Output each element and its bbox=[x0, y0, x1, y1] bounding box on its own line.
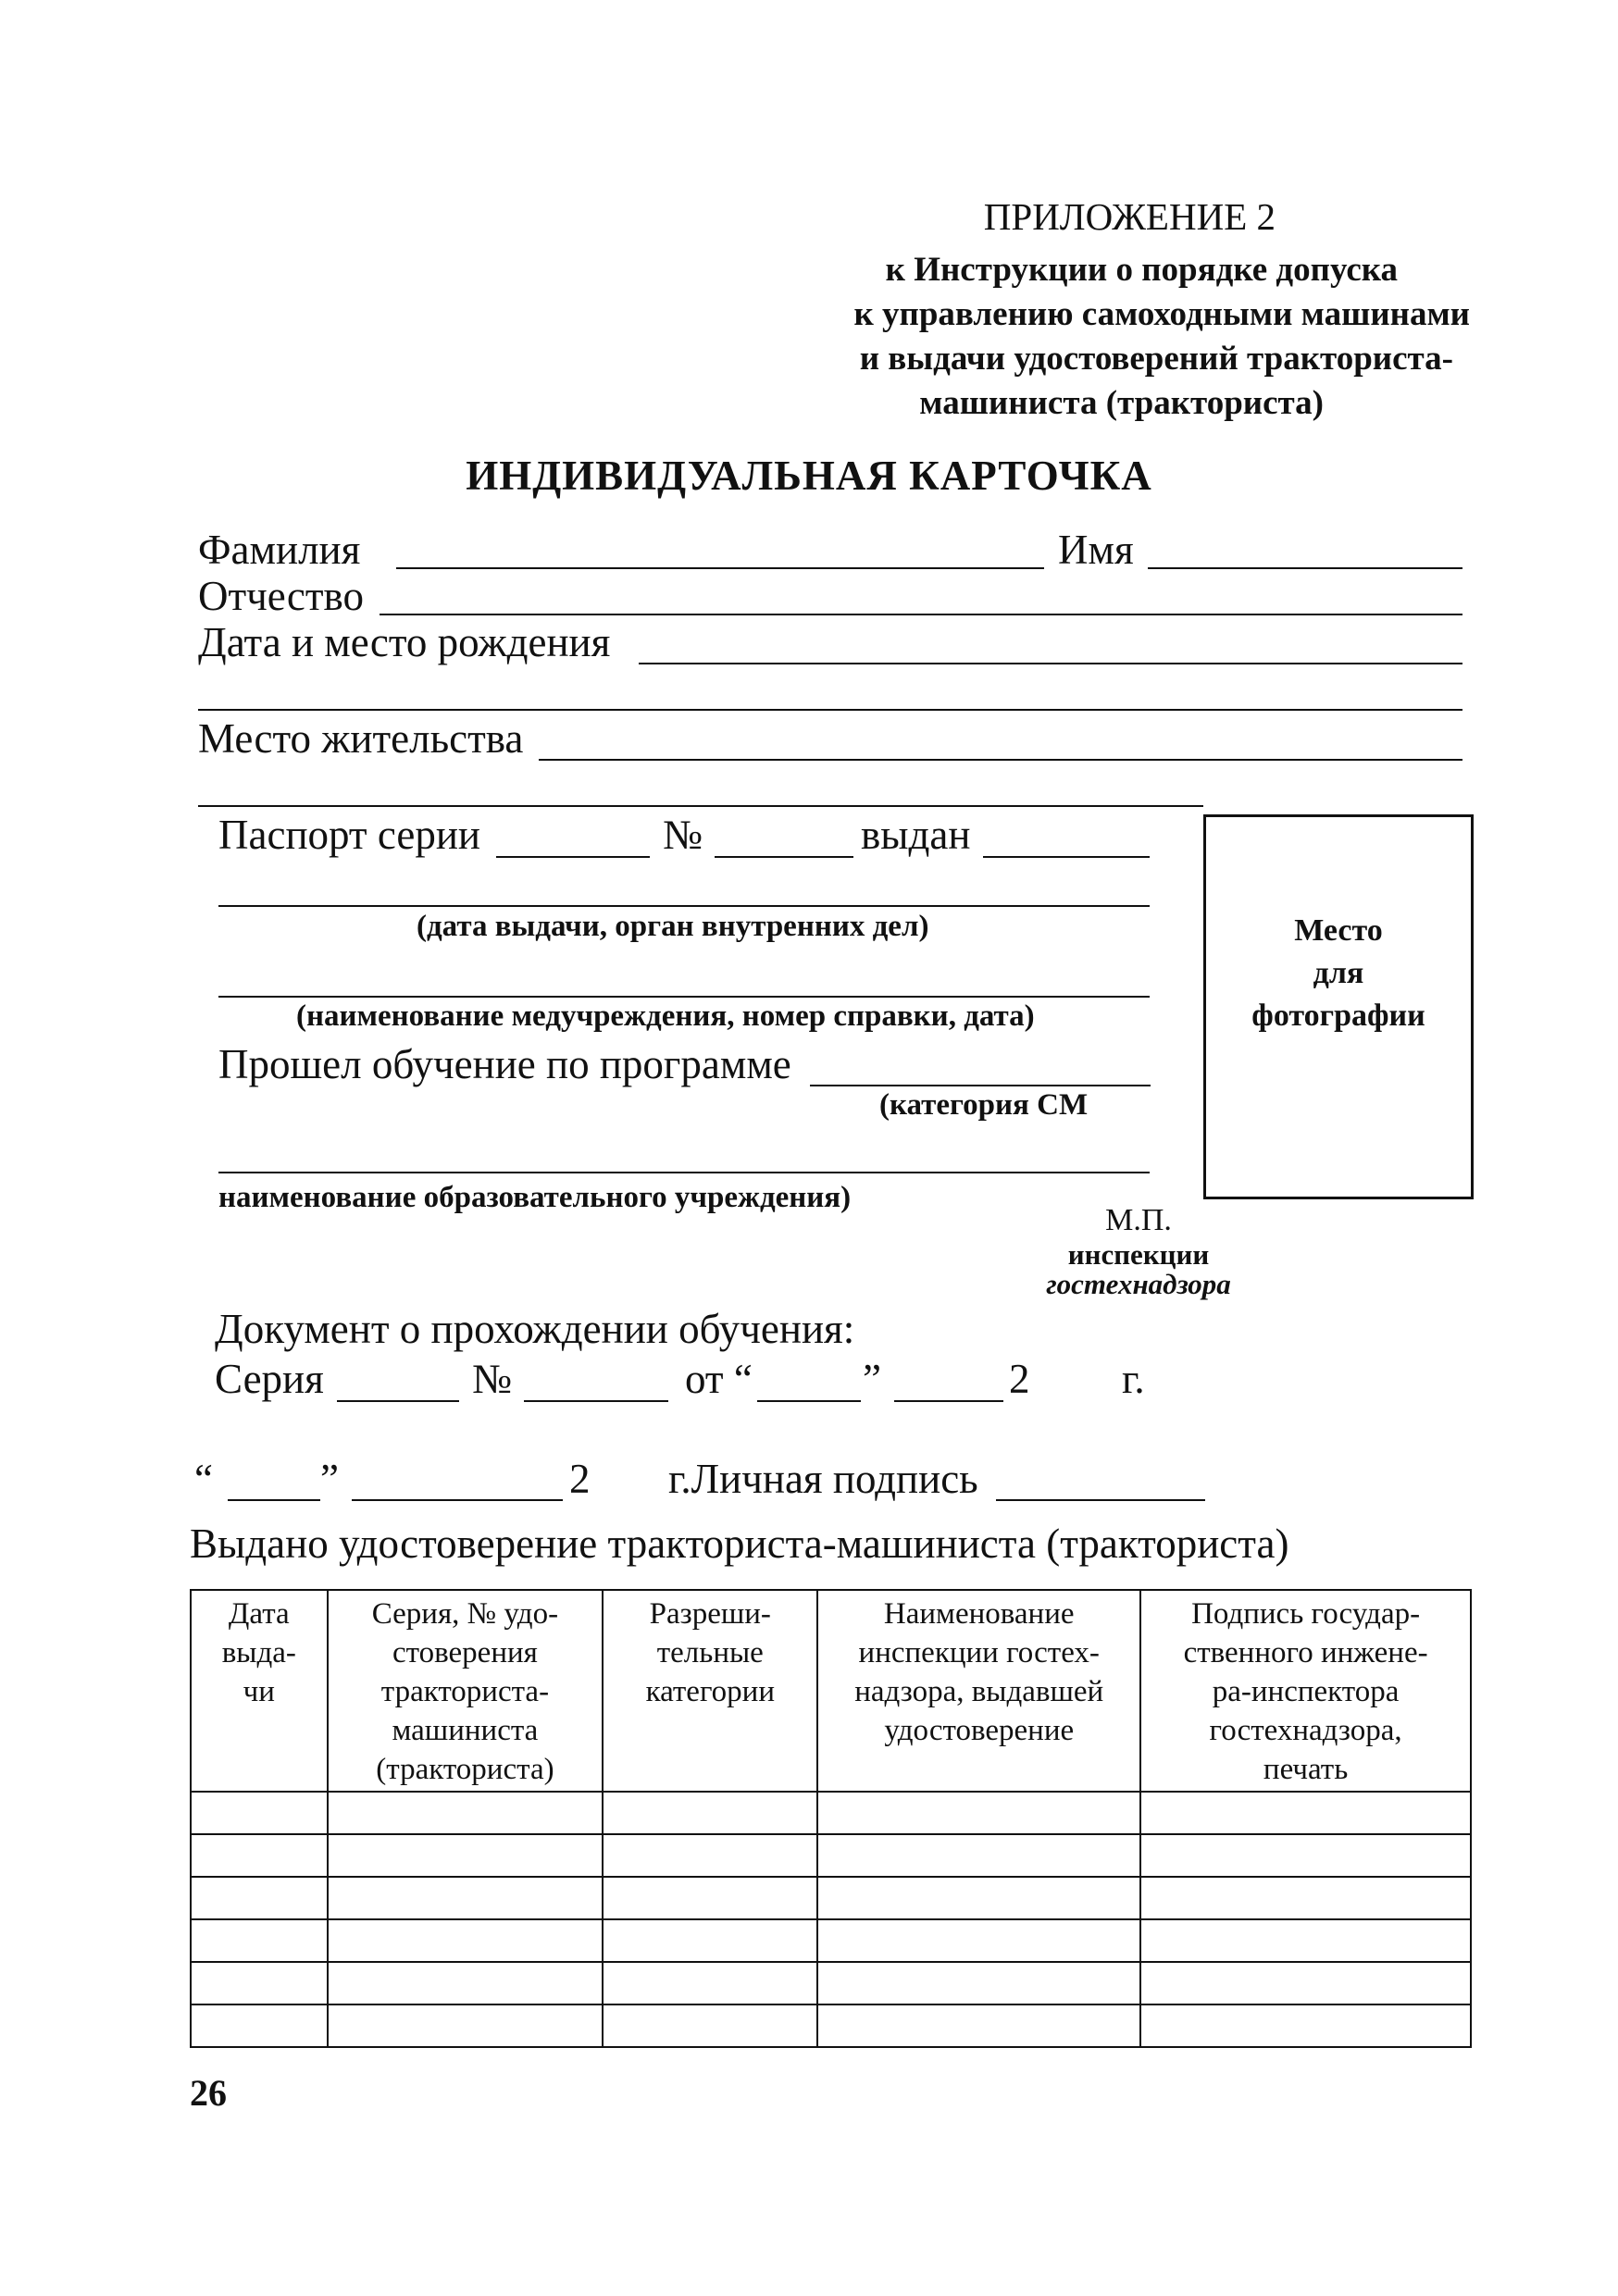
col-issue-date: Дата выда- чи bbox=[191, 1590, 328, 1792]
table-cell[interactable] bbox=[603, 1834, 817, 1877]
medical-field[interactable] bbox=[218, 996, 1150, 998]
table-row bbox=[191, 1792, 1471, 1834]
header-line-3: и выдачи удостоверений тракториста- bbox=[859, 340, 1453, 378]
table-cell[interactable] bbox=[817, 1834, 1140, 1877]
photo-label-1: Место bbox=[1294, 913, 1383, 948]
stamp-label-3: гостехнадзора bbox=[1046, 1268, 1231, 1300]
table-cell[interactable] bbox=[328, 1792, 604, 1834]
signature-quote-open: “ bbox=[194, 1456, 213, 1502]
patronymic-label: Отчество bbox=[198, 573, 364, 619]
table-cell[interactable] bbox=[603, 1962, 817, 2004]
table-cell[interactable] bbox=[191, 1877, 328, 1919]
table-cell[interactable] bbox=[603, 1877, 817, 1919]
table-row bbox=[191, 2004, 1471, 2047]
appendix-label: ПРИЛОЖЕНИЕ 2 bbox=[983, 195, 1276, 238]
patronymic-field[interactable] bbox=[380, 614, 1462, 615]
surname-label: Фамилия bbox=[198, 527, 361, 573]
table-header-row bbox=[191, 1590, 1471, 1792]
table-cell[interactable] bbox=[328, 1919, 604, 1962]
col-categories: Разреши- тельные категории bbox=[603, 1590, 817, 1792]
table-cell[interactable] bbox=[328, 1877, 604, 1919]
residence-field[interactable] bbox=[539, 759, 1462, 761]
training-program-field[interactable] bbox=[810, 1085, 1151, 1086]
table-row bbox=[191, 1962, 1471, 2004]
table-cell[interactable] bbox=[191, 1792, 328, 1834]
table-row bbox=[191, 1919, 1471, 1962]
table-cell[interactable] bbox=[603, 1919, 817, 1962]
table-cell[interactable] bbox=[1140, 1792, 1471, 1834]
institution-field[interactable] bbox=[218, 1172, 1150, 1173]
table-cell[interactable] bbox=[817, 1962, 1140, 2004]
table-cell[interactable] bbox=[191, 2004, 328, 2047]
medical-note: (наименование медучреждения, номер справки, дата) bbox=[296, 999, 1035, 1033]
photo-label-3: фотографии bbox=[1251, 999, 1425, 1033]
table-cell[interactable] bbox=[328, 1834, 604, 1877]
header-line-2: к управлению самоходными машинами bbox=[853, 295, 1470, 333]
stamp-label-2: инспекции bbox=[1067, 1238, 1210, 1271]
training-doc-heading: Документ о прохождении обучения: bbox=[215, 1306, 855, 1352]
table-cell[interactable] bbox=[328, 1962, 604, 2004]
photo-box bbox=[1203, 814, 1474, 1199]
table-cell[interactable] bbox=[191, 1919, 328, 1962]
passport-number-field[interactable] bbox=[715, 856, 853, 858]
table-cell[interactable] bbox=[817, 1919, 1140, 1962]
table-cell[interactable] bbox=[1140, 1919, 1471, 1962]
training-doc-year-prefix: 2 bbox=[1009, 1356, 1030, 1402]
table-cell[interactable] bbox=[1140, 2004, 1471, 2047]
birth-label: Дата и место рождения bbox=[198, 619, 611, 665]
signature-year-prefix: 2 bbox=[569, 1456, 591, 1502]
passport-series-label: Паспорт серии bbox=[218, 812, 481, 858]
training-doc-series-label: Серия bbox=[215, 1356, 324, 1402]
training-label: Прошел обучение по программе bbox=[218, 1041, 791, 1087]
table-cell[interactable] bbox=[1140, 1834, 1471, 1877]
table-cell[interactable] bbox=[603, 1792, 817, 1834]
category-note: (категория СМ bbox=[879, 1088, 1089, 1122]
issued-field[interactable] bbox=[983, 856, 1150, 858]
table-cell[interactable] bbox=[191, 1962, 328, 2004]
table-row bbox=[191, 1877, 1471, 1919]
table-cell[interactable] bbox=[328, 2004, 604, 2047]
name-field[interactable] bbox=[1148, 567, 1462, 569]
table-cell[interactable] bbox=[817, 1877, 1140, 1919]
table-row bbox=[191, 1834, 1471, 1877]
signature-quote-close: ” bbox=[320, 1456, 339, 1502]
issued-label: выдан bbox=[861, 812, 971, 858]
training-doc-from-label: от “ bbox=[685, 1356, 753, 1402]
birth-field[interactable] bbox=[639, 663, 1462, 664]
training-doc-number-label: № bbox=[472, 1356, 512, 1402]
header-line-4: машиниста (тракториста) bbox=[919, 384, 1324, 422]
table-cell[interactable] bbox=[1140, 1962, 1471, 2004]
stamp-label-1: М.П. bbox=[1105, 1203, 1172, 1237]
signature-day-field[interactable] bbox=[228, 1499, 320, 1501]
personal-signature-field[interactable] bbox=[996, 1499, 1205, 1501]
passport-details-field[interactable] bbox=[218, 905, 1150, 907]
name-label: Имя bbox=[1058, 527, 1134, 573]
institution-note: наименование образовательного учреждения) bbox=[218, 1181, 852, 1214]
certificate-table bbox=[190, 1589, 1472, 2048]
photo-label-2: для bbox=[1313, 956, 1364, 990]
page-number: 26 bbox=[190, 2072, 227, 2114]
issued-heading: Выдано удостоверение тракториста-машиниста (тракториста) bbox=[190, 1520, 1289, 1567]
personal-signature-label: г.Личная подпись bbox=[668, 1456, 978, 1502]
passport-number-label: № bbox=[663, 812, 703, 858]
table-cell[interactable] bbox=[817, 1792, 1140, 1834]
training-doc-number-field[interactable] bbox=[524, 1400, 668, 1402]
training-doc-month-field[interactable] bbox=[894, 1400, 1003, 1402]
col-inspector-signature: Подпись государ- ственного инжене- ра-инспектора гостехнадзора, печать bbox=[1140, 1590, 1471, 1792]
surname-field[interactable] bbox=[396, 567, 1044, 569]
header-line-1: к Инструкции о порядке допуска bbox=[885, 251, 1398, 289]
table-cell[interactable] bbox=[817, 2004, 1140, 2047]
table-cell[interactable] bbox=[191, 1834, 328, 1877]
residence-field-line-2[interactable] bbox=[198, 805, 1203, 807]
table-cell[interactable] bbox=[603, 2004, 817, 2047]
passport-series-field[interactable] bbox=[496, 856, 650, 858]
birth-field-line-2[interactable] bbox=[198, 709, 1462, 711]
training-doc-day-field[interactable] bbox=[757, 1400, 861, 1402]
passport-note: (дата выдачи, орган внутренних дел) bbox=[417, 910, 929, 943]
training-doc-series-field[interactable] bbox=[337, 1400, 459, 1402]
residence-label: Место жительства bbox=[198, 715, 524, 762]
col-certificate-number: Серия, № удо- стоверения тракториста- машиниста (тракториста) bbox=[328, 1590, 604, 1792]
col-inspection-name: Наименование инспекции гостех- надзора, выдавшей удостоверение bbox=[817, 1590, 1140, 1792]
signature-month-field[interactable] bbox=[352, 1499, 563, 1501]
training-doc-year-suffix: г. bbox=[1122, 1356, 1145, 1402]
table-cell[interactable] bbox=[1140, 1877, 1471, 1919]
training-doc-quote-close: ” bbox=[863, 1356, 881, 1402]
document-title: ИНДИВИДУАЛЬНАЯ КАРТОЧКА bbox=[466, 453, 1152, 499]
